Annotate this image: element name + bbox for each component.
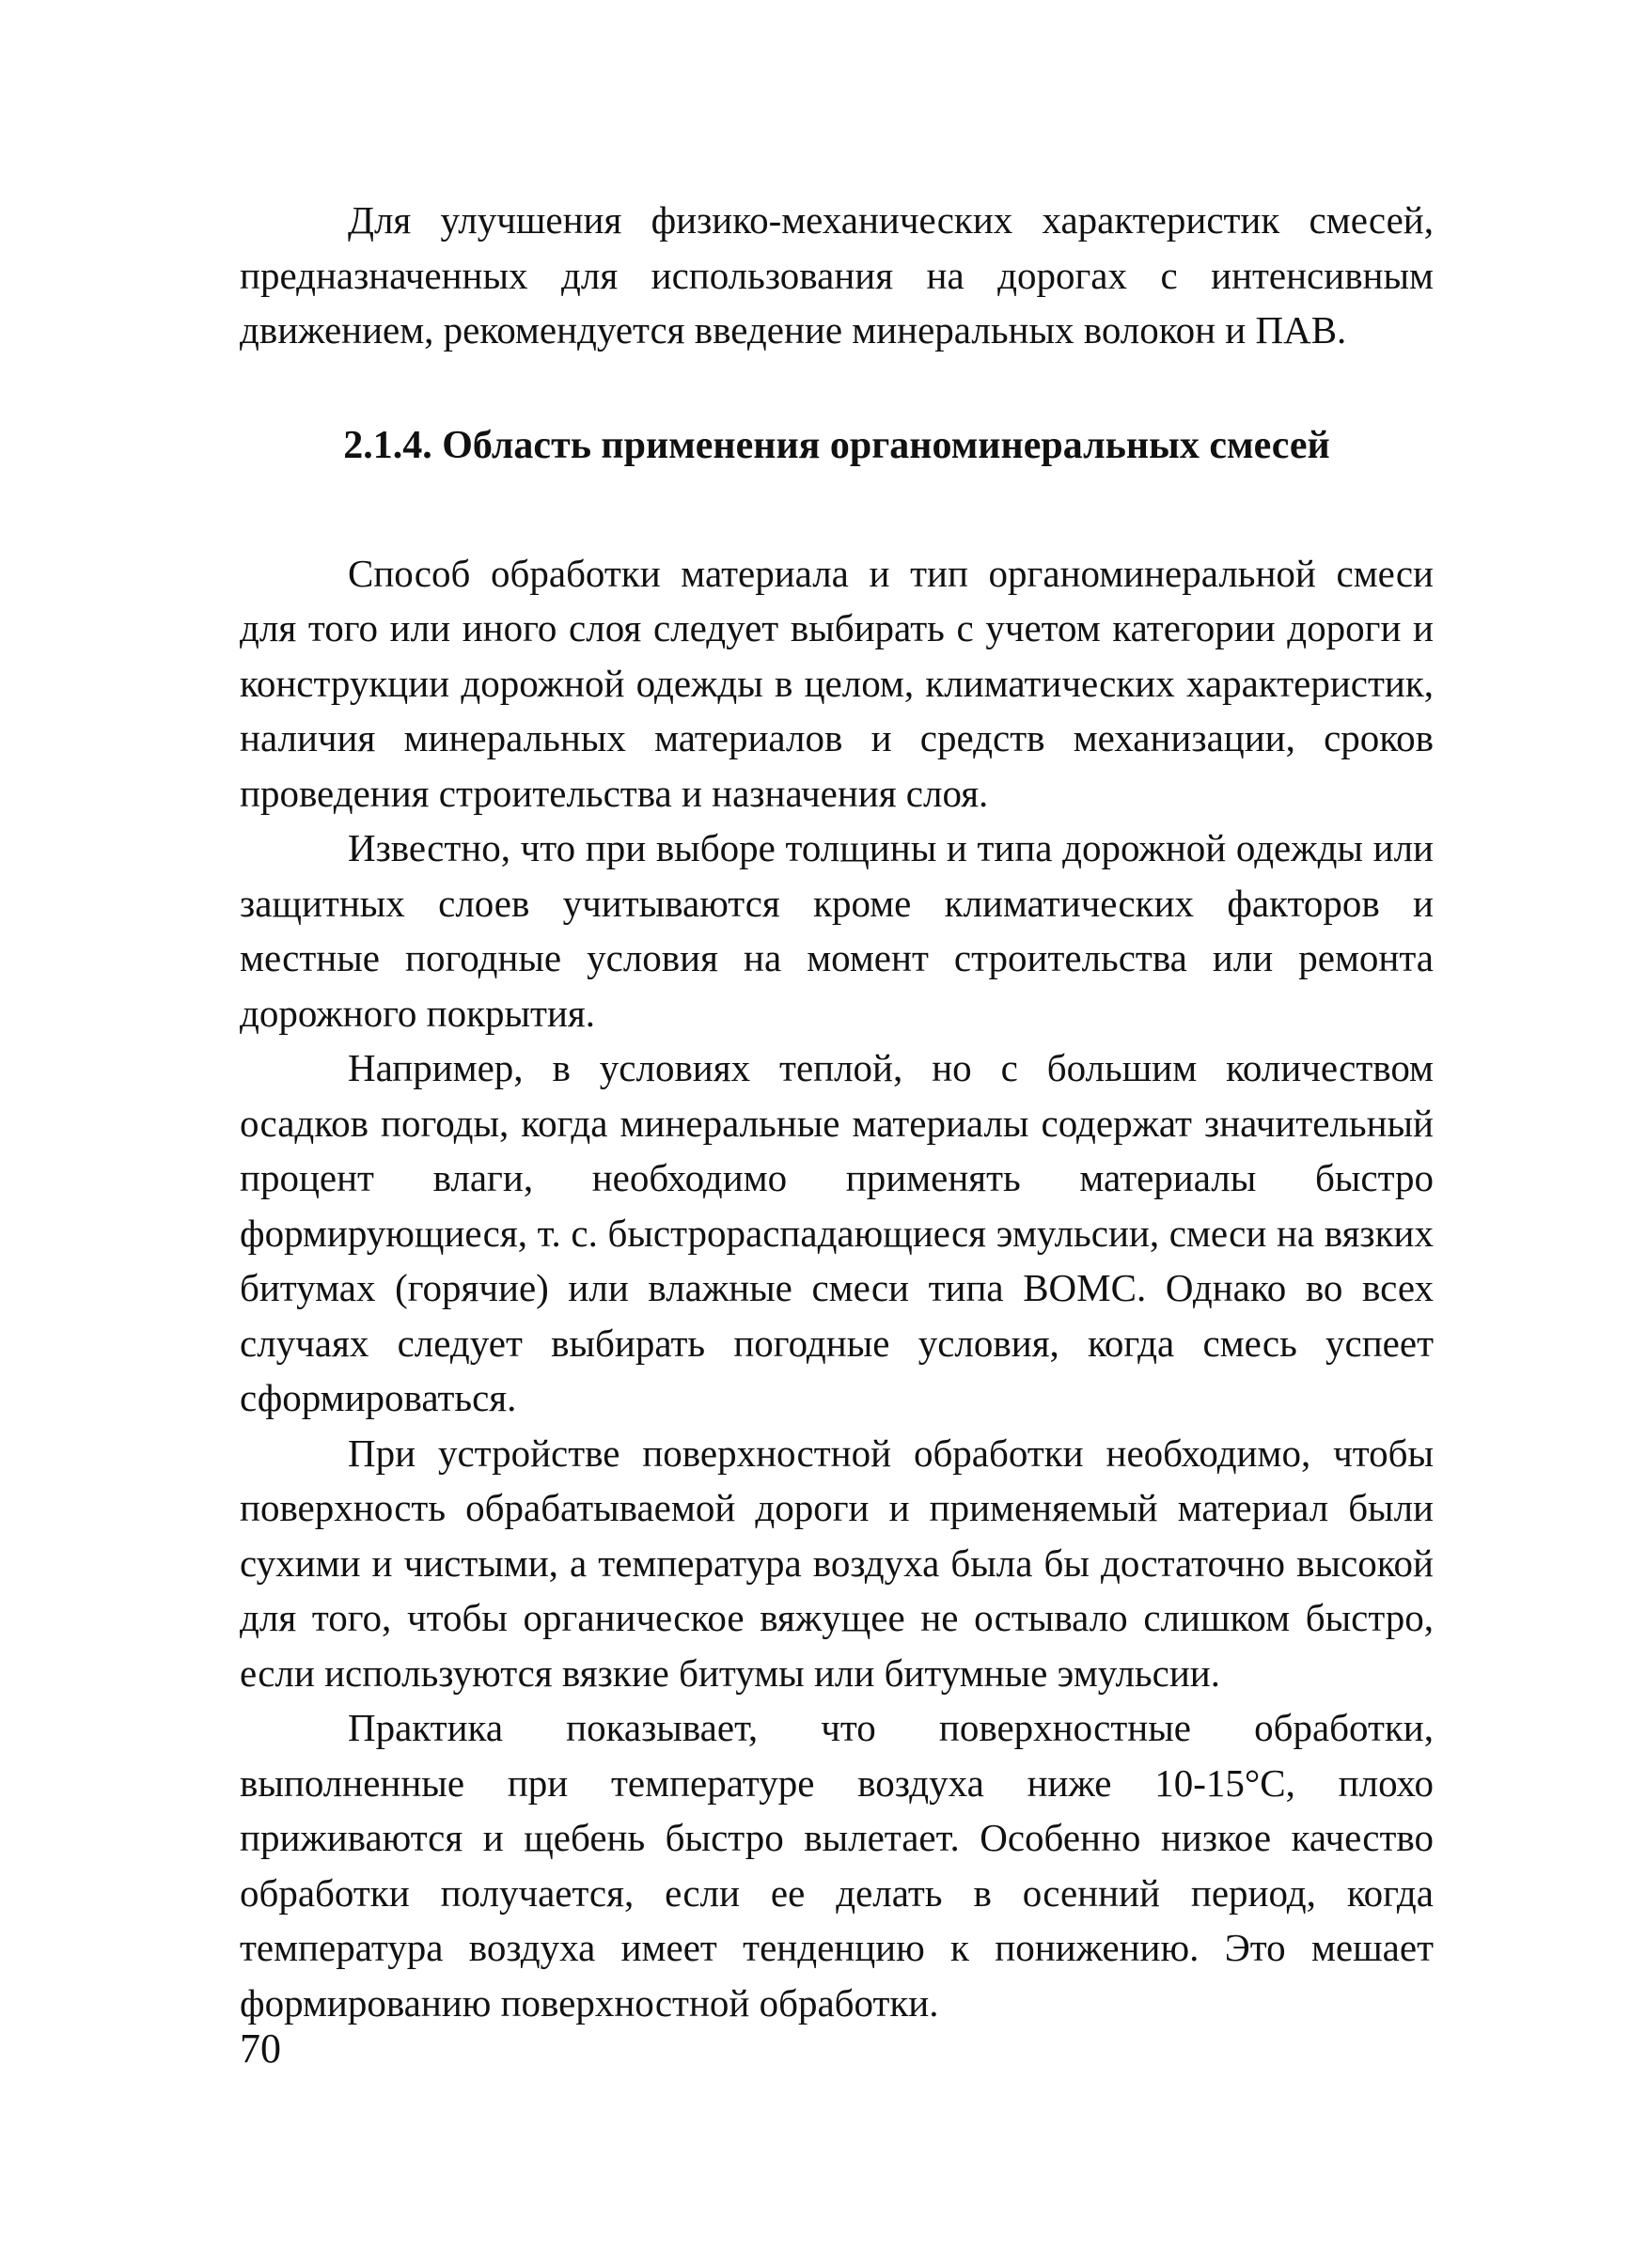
body-paragraph-3: Например, в условиях теплой, но с большим количеством осадков погоды, когда минеральные материалы содержат значительный процент влаги, необходимо применять материалы быстро формирующиеся, т. с. быстрораспадающиеся эмульсии, смеси на вязких битумах (горячие) или влажные смеси типа ВОМС. Однако во всех случаях следует выбирать погодные условия, когда смесь успеет сформироваться. [240, 1046, 1434, 1419]
page-content [240, 193, 1434, 2030]
body-paragraph-5: Практика показывает, что поверхностные обработки, выполненные при температуре воздуха ниже 10-15°С, плохо приживаются и щебень быстро вылетает. Особенно низкое качество обработки получается, если ее делать в осенний период, когда температура воздуха имеет тенденцию к понижению. Это мешает формированию поверхностной обработки. [240, 1706, 1434, 2025]
page-number: 70 [240, 2026, 281, 2072]
body-paragraph-1: Способ обработки материала и тип органоминеральной смеси для того или иного слоя следует выбирать с учетом категории дороги и конструкции дорожной одежды в целом, климатических характеристик, наличия минеральных материалов и средств механизации, сроков проведения строительства и назначения слоя. [240, 551, 1434, 815]
intro-paragraph: Для улучшения физико-механических характеристик смесей, предназначенных для использования на дорогах с интенсивным движением, рекомендуется введение минеральных волокон и ПАВ. [240, 198, 1434, 352]
section-heading: 2.1.4. Область применения органоминеральных смесей [343, 423, 1330, 467]
body-paragraph-4: При устройстве поверхностной обработки необходимо, чтобы поверхность обрабатываемой дороги и применяемый материал были сухими и чистыми, а температура воздуха была бы достаточно высокой для того, чтобы органическое вяжущее не остывало слишком быстро, если используются вязкие битумы или битумные эмульсии. [240, 1431, 1434, 1695]
body-paragraph-2: Известно, что при выборе толщины и типа дорожной одежды или защитных слоев учитываются кроме климатических факторов и местные погодные условия на момент строительства или ремонта дорожного покрытия. [240, 826, 1434, 1035]
